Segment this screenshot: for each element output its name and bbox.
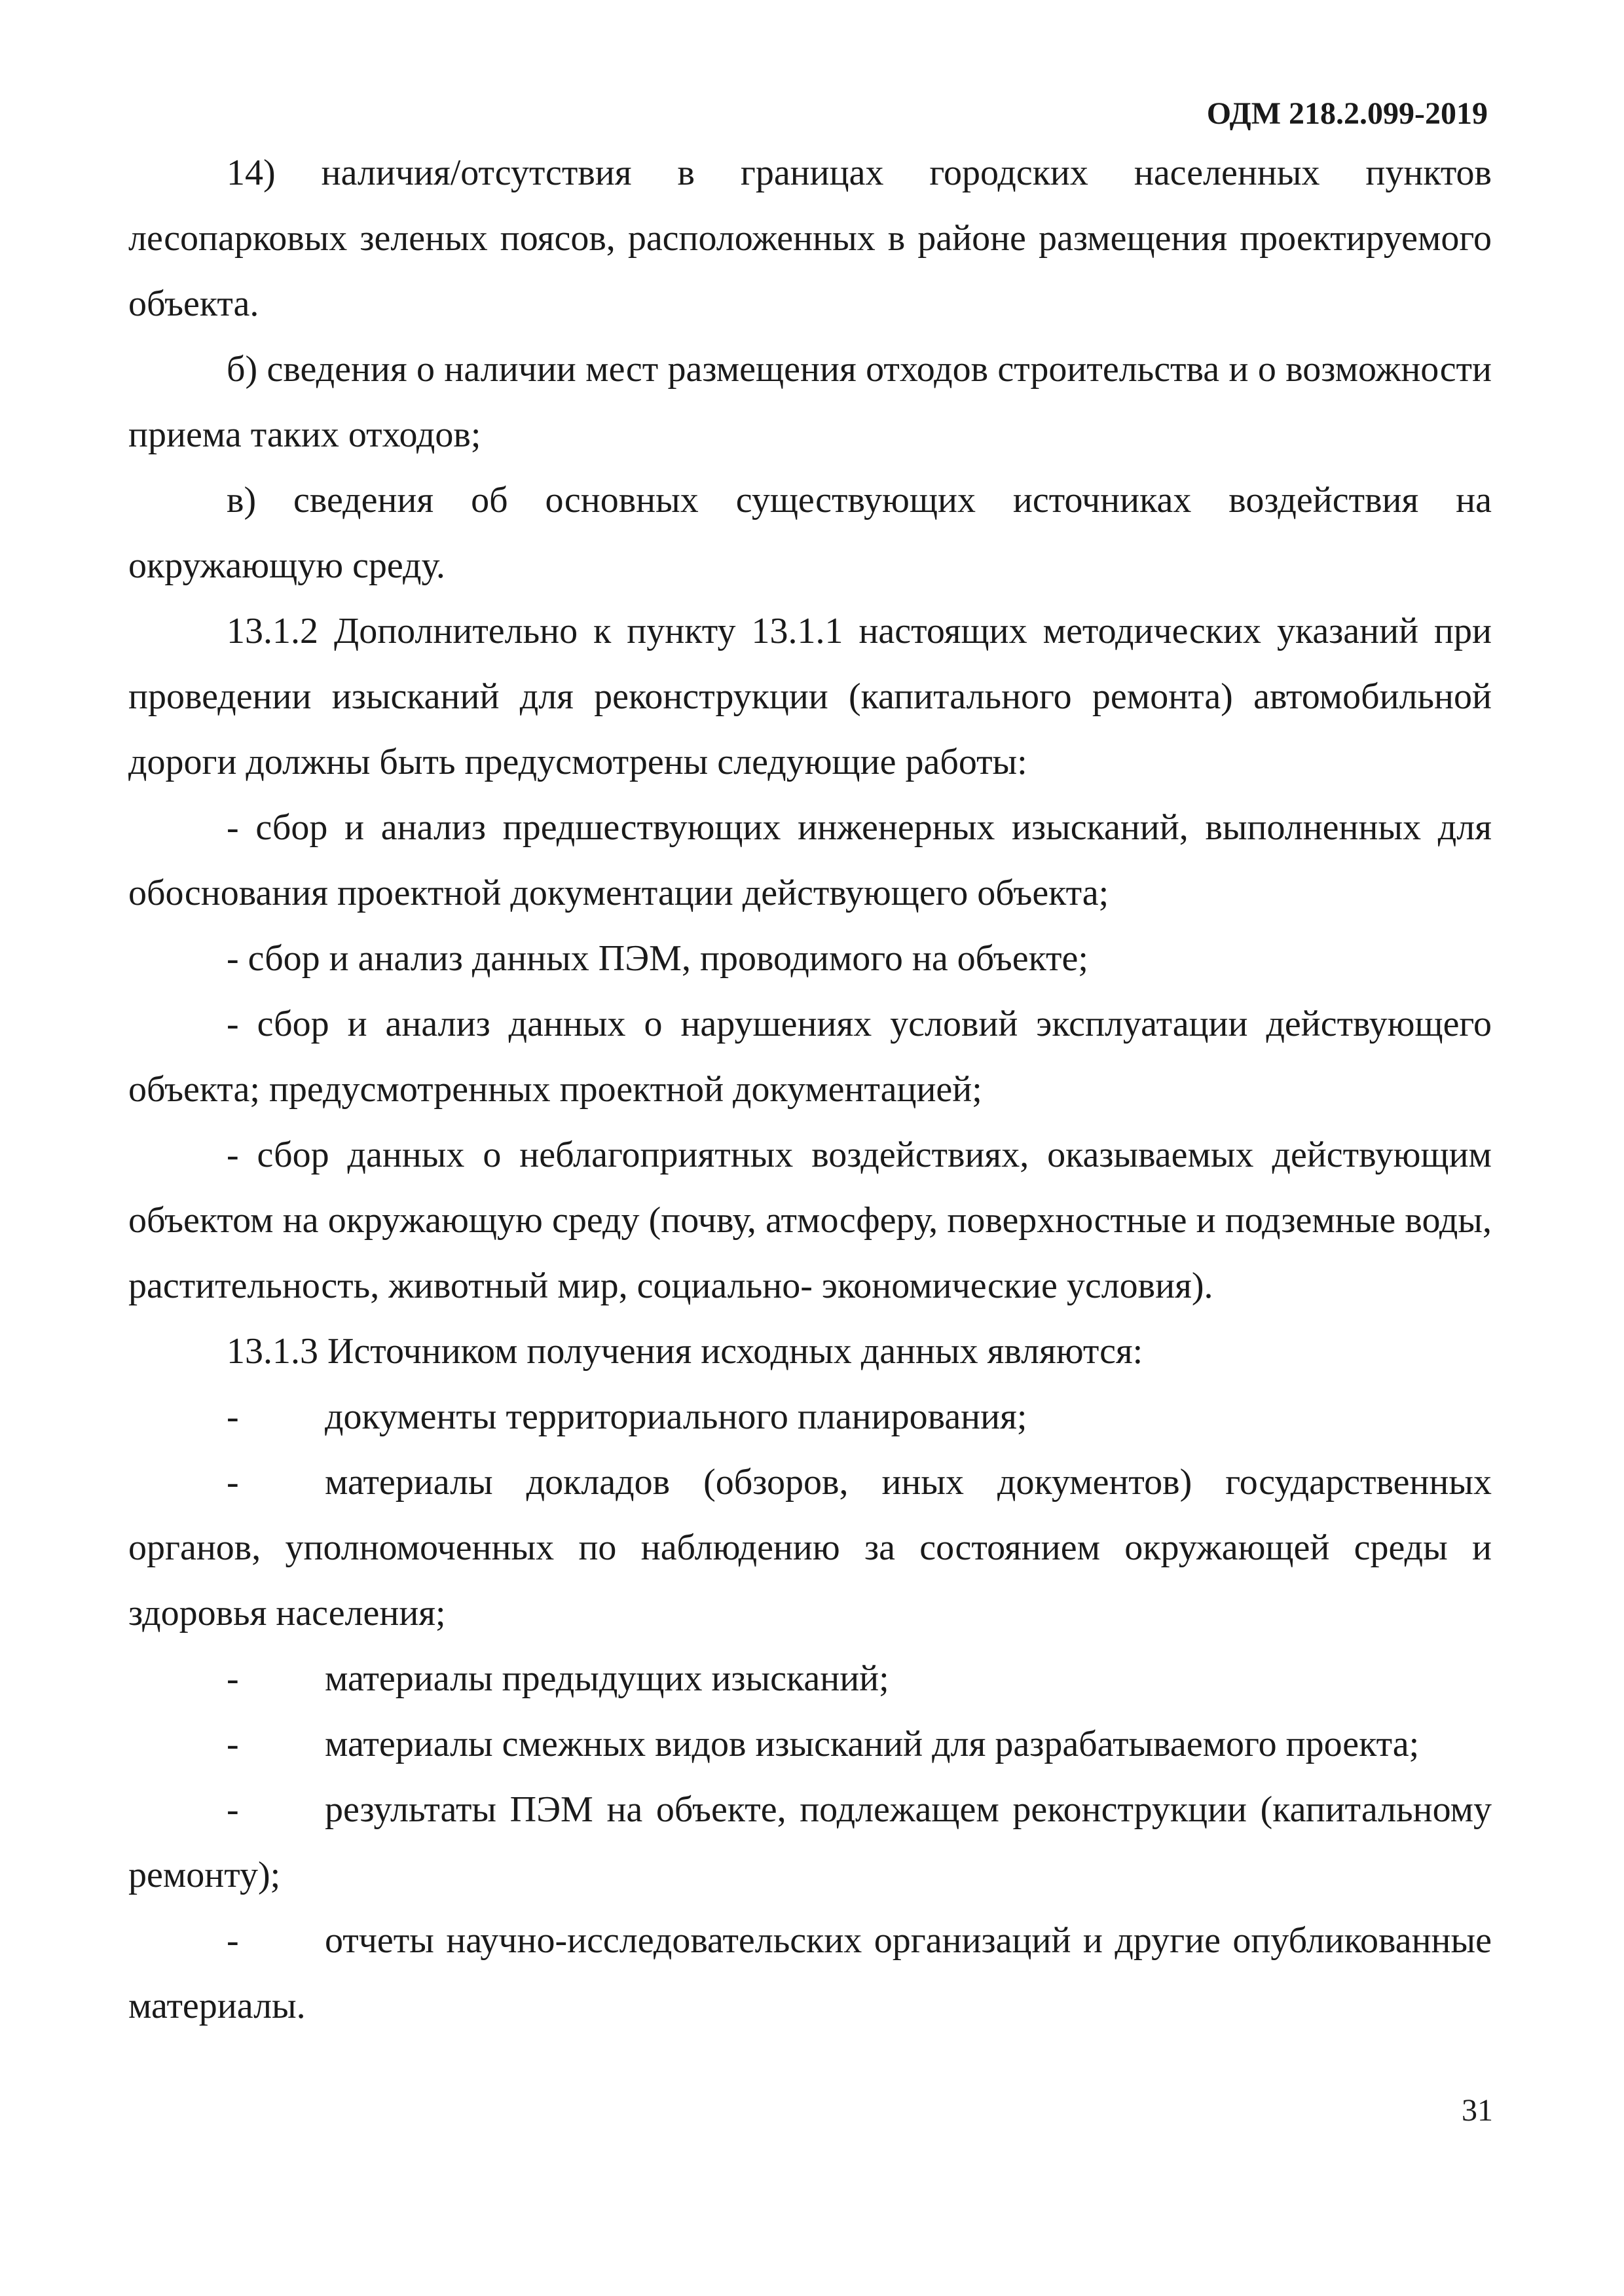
paragraph-impact-sources: в) сведения об основных существующих источниках воздействия на окружающую среду. [128,480,1492,586]
list-dash: - [227,1724,239,1764]
paragraph-adverse-impacts: - сбор данных о неблагоприятных воздействиях, оказываемых действующим объектом на окружающую среду (почву, атмосферу, поверхностные и подземные воды, растительность, животный мир, социально- экономические условия). [128,1135,1492,1306]
page-number: 31 [1462,2093,1493,2128]
list-item-text: документы территориального планирования; [325,1396,1027,1437]
list-dash: - [227,1658,239,1699]
list-item [128,1384,1492,1449]
list-dash: - [227,1396,239,1437]
paragraph-waste-sites: б) сведения о наличии мест размещения отходов строительства и о возможности приема таких отходов; [128,349,1492,455]
paragraph-pem-data: - сбор и анализ данных ПЭМ, проводимого на объекте; [227,938,1088,979]
list-item [128,1711,1492,1777]
list-item-text: отчеты научно-исследовательских организаций и другие опубликованные материалы. [128,1920,1492,2026]
paragraph-prior-surveys: - сбор и анализ предшествующих инженерных изысканий, выполненных для обоснования проектной документации действующего объекта; [128,807,1492,913]
document-body [128,140,1492,2039]
list-item-text: материалы предыдущих изысканий; [325,1658,889,1699]
list-item-text: результаты ПЭМ на объекте, подлежащем реконструкции (капитальному ремонту); [128,1789,1492,1895]
list-item [128,1449,1492,1646]
list-item-text: материалы докладов (обзоров, иных документов) государственных органов, уполномоченных по наблюдению за состоянием окружающей среды и здоровья населения; [128,1462,1492,1633]
list-dash: - [227,1920,239,1961]
paragraph-13-1-2: 13.1.2 Дополнительно к пункту 13.1.1 настоящих методических указаний при проведении изысканий для реконструкции (капитального ремонта) автомобильной дороги должны быть предусмотрены следующие работы: [128,611,1492,782]
list-item [128,1646,1492,1711]
list-item [128,1908,1492,2039]
paragraph-green-belts: 14) наличия/отсутствия в границах городских населенных пунктов лесопарковых зеленых поясов, расположенных в районе размещения проектируемого объекта. [128,153,1492,324]
list-item-text: материалы смежных видов изысканий для разрабатываемого проекта; [325,1724,1420,1764]
list-item [128,1777,1492,1908]
paragraph-violations: - сбор и анализ данных о нарушениях условий эксплуатации действующего объекта; предусмотренных проектной документацией; [128,1004,1492,1110]
list-dash: - [227,1462,239,1503]
paragraph-13-1-3: 13.1.3 Источником получения исходных данных являются: [227,1331,1143,1372]
document-code-header: ОДМ 218.2.099-2019 [1206,96,1488,131]
list-dash: - [227,1789,239,1830]
